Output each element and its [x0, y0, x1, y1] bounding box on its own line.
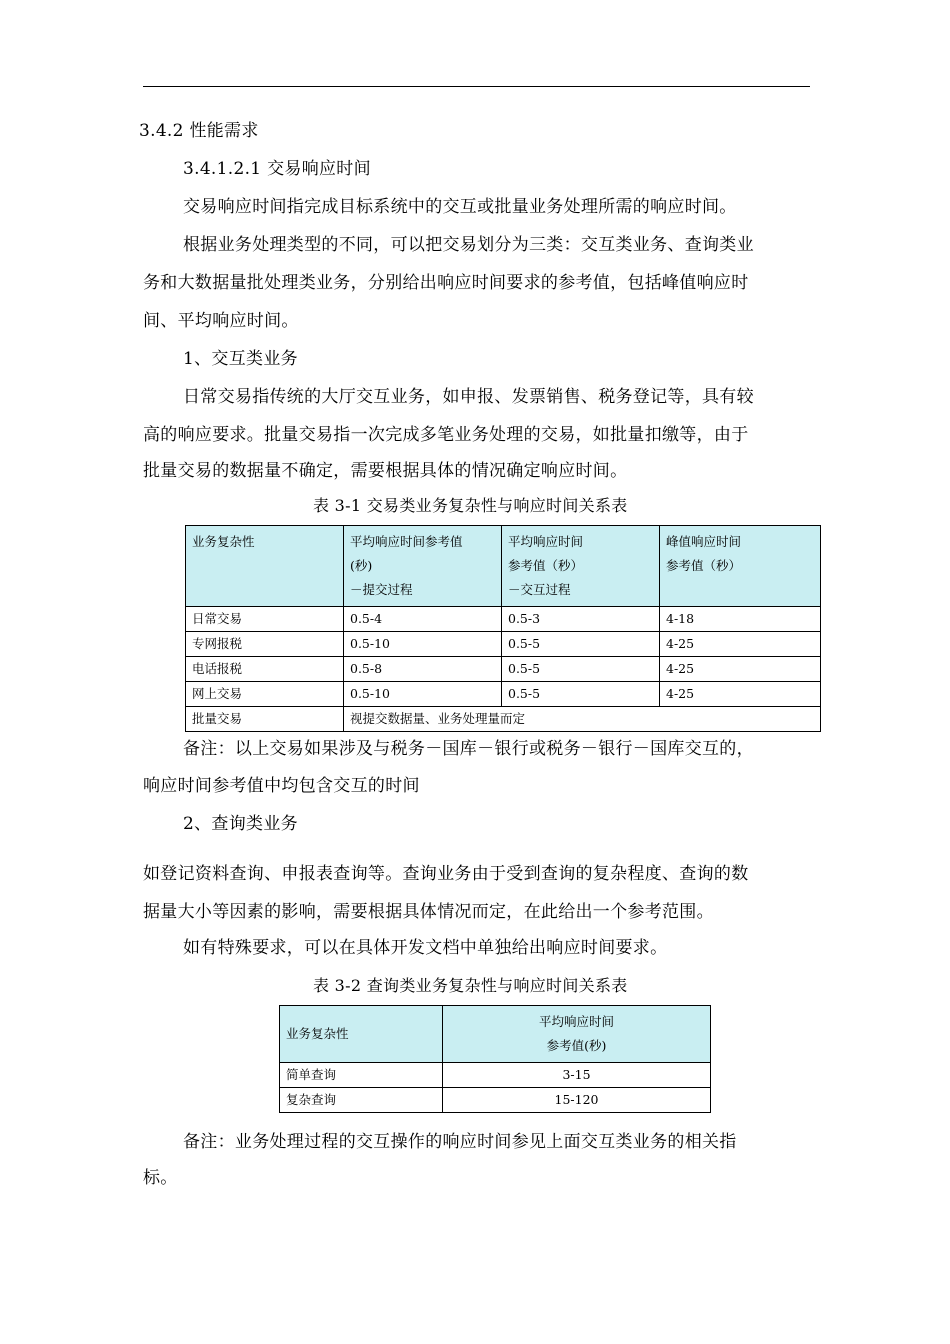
table-cell: 0.5-5 [502, 657, 660, 682]
special-requirement: 如有特殊要求，可以在具体开发文档中单独给出响应时间要求。 [183, 938, 668, 958]
table1-header-cell [502, 526, 660, 607]
header-text: 参考值（秒） [508, 558, 584, 573]
table-row [186, 657, 821, 682]
table2 [279, 1005, 711, 1113]
header-text: 平均响应时间 [538, 1014, 614, 1029]
header-text: 峰值响应时间 [666, 534, 742, 549]
table-cell: 15-120 [443, 1088, 711, 1113]
header-text: (秒) [350, 558, 373, 573]
table-cell: 4-25 [660, 657, 821, 682]
table2-header-cell [443, 1006, 711, 1063]
table-cell: 4-25 [660, 632, 821, 657]
table-cell: 0.5-10 [344, 632, 502, 657]
table2-caption: 表 3-2 查询类业务复杂性与响应时间关系表 [313, 976, 628, 995]
table-cell: 网上交易 [186, 682, 344, 707]
table-cell: 批量交易 [186, 707, 344, 732]
table-cell: 3-15 [443, 1063, 711, 1088]
header-rule [143, 86, 810, 87]
subsection-heading: 3.4.1.2.1 交易响应时间 [183, 159, 371, 179]
table-cell: 4-18 [660, 607, 821, 632]
table-row [280, 1088, 711, 1113]
header-text: 参考值(秒) [546, 1038, 607, 1053]
item2-line1: 如登记资料查询、申报表查询等。查询业务由于受到查询的复杂程度、查询的数 [143, 864, 749, 884]
item1-line2: 高的响应要求。批量交易指一次完成多笔业务处理的交易，如批量扣缴等，由于 [143, 425, 749, 445]
table1-header-cell [186, 526, 344, 607]
table-cell: 0.5-4 [344, 607, 502, 632]
note1-line2: 响应时间参考值中均包含交互的时间 [143, 776, 420, 796]
paragraph-types-line2: 务和大数据量批处理类业务，分别给出响应时间要求的参考值，包括峰值响应时 [143, 273, 749, 293]
table-row [186, 632, 821, 657]
note1-line1: 备注：以上交易如果涉及与税务－国库－银行或税务－银行－国库交互的， [183, 739, 754, 759]
header-text: 平均响应时间参考值 [350, 534, 463, 549]
item1-line3: 批量交易的数据量不确定，需要根据具体的情况确定响应时间。 [143, 461, 628, 481]
table-row [186, 682, 821, 707]
header-text: －提交过程 [350, 582, 413, 597]
table-cell: 4-25 [660, 682, 821, 707]
note2-line2: 标。 [143, 1168, 178, 1188]
table1-header-row [186, 526, 821, 607]
table1 [185, 525, 821, 732]
header-text: 业务复杂性 [286, 1026, 349, 1041]
note2-line1: 备注：业务处理过程的交互操作的响应时间参见上面交互类业务的相关指 [183, 1132, 737, 1152]
table1-header-cell [344, 526, 502, 607]
table-cell: 0.5-10 [344, 682, 502, 707]
header-text: 业务复杂性 [192, 534, 255, 549]
item2-title: 2、查询类业务 [183, 814, 298, 834]
table-cell: 0.5-8 [344, 657, 502, 682]
table-row [186, 607, 821, 632]
item1-line1: 日常交易指传统的大厅交互业务，如申报、发票销售、税务登记等，具有较 [183, 387, 754, 407]
table-cell: 0.5-3 [502, 607, 660, 632]
paragraph-types-line3: 间、平均响应时间。 [143, 311, 299, 331]
table-cell: 日常交易 [186, 607, 344, 632]
table2-header-cell [280, 1006, 443, 1063]
table-row [280, 1063, 711, 1088]
table-cell: 0.5-5 [502, 682, 660, 707]
table2-header-row [280, 1006, 711, 1063]
table-cell: 复杂查询 [280, 1088, 443, 1113]
paragraph-types-line1: 根据业务处理类型的不同，可以把交易划分为三类：交互类业务、查询类业 [183, 235, 754, 255]
table-row [186, 707, 821, 732]
item1-title: 1、交互类业务 [183, 349, 298, 369]
table1-caption: 表 3-1 交易类业务复杂性与响应时间关系表 [313, 496, 628, 515]
header-text: －交互过程 [508, 582, 571, 597]
table-cell: 0.5-5 [502, 632, 660, 657]
table-cell: 简单查询 [280, 1063, 443, 1088]
table-cell: 专网报税 [186, 632, 344, 657]
header-text: 参考值（秒） [666, 558, 742, 573]
table-cell-merged: 视提交数据量、业务处理量而定 [344, 707, 821, 732]
section-heading: 3.4.2 性能需求 [139, 121, 259, 141]
paragraph-intro: 交易响应时间指完成目标系统中的交互或批量业务处理所需的响应时间。 [183, 197, 737, 217]
table1-header-cell [660, 526, 821, 607]
table-cell: 电话报税 [186, 657, 344, 682]
item2-line2: 据量大小等因素的影响，需要根据具体情况而定，在此给出一个参考范围。 [143, 902, 714, 922]
header-text: 平均响应时间 [508, 534, 584, 549]
